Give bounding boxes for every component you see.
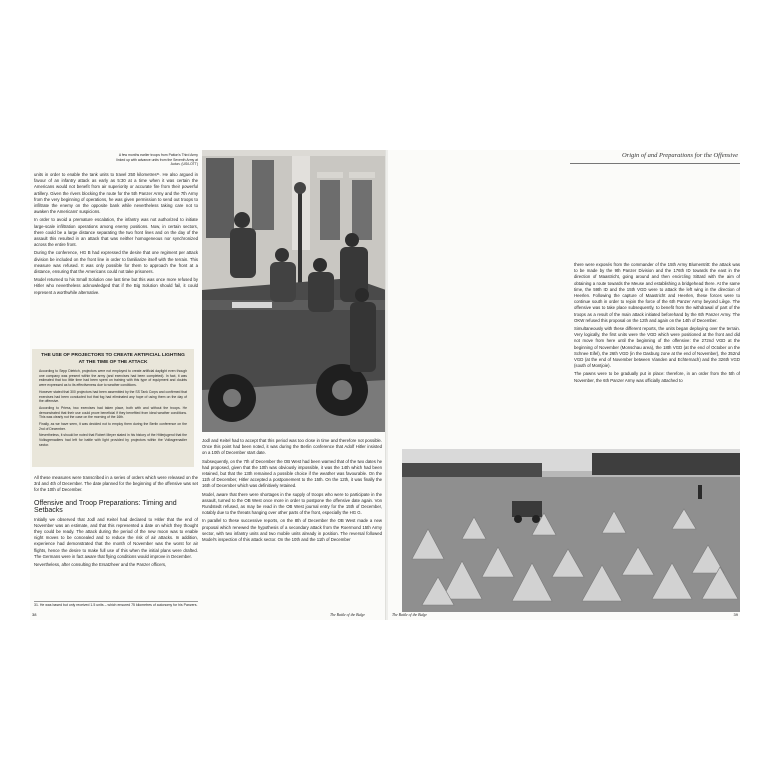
paragraph: Simultaneously with these different reports, the units began deploying over the terrain. Very logically, the first units were the VGD which were positioned at the front and did not move from here until the beginning of the offensive: the 272nd VGD at the beginning of November (Monschau area), the 18th VGD (at the end of October on the Schnee Eifel), the 26th VGD (in the Dasburg zone at the end of November), the 352nd VGD (at the end of November between Vianden and Echternach) and the 326th VGD (south of Montjoie). (574, 326, 740, 369)
sidebar-box (32, 349, 194, 467)
paragraph: Nevertheless, after consulting the Ersatzheer and the Panzer officers, (34, 562, 167, 568)
page-number-left: 38 (32, 612, 37, 617)
paragraph: Model returned to his Small Solution one last time but this was once more refused by Hitler who nevertheless acknowledged that if the Big Solution should fail, it could represent a worthwhile alternative. (34, 277, 198, 295)
paragraph: Subsequently, on the 7th of December the OB West had been warned that of the two dates he had proposed, given that the 10th was obviously impossible, it was the 14th which had been retained, but that the 13th remained a possible choice if the weather was favourable. On the 11th of December, Hitler accepted a postponement to the 15th. On the 12th, it was finally the 16th of December which was definitively retained. (202, 458, 382, 489)
left-column-lower (34, 475, 198, 570)
right-page (388, 150, 740, 620)
paragraph: All these measures were transcribed in a series of orders which were released on the 3rd and 4th of December. The date planned for the beginning of the offensive was set for the 10th of December. (34, 475, 198, 493)
box-paragraph: According to Priess, two exercises had taken place, both with and without the troops. He demonstrated that their use could prove beneficial if they benefited from ideal weather conditions. This was clearly not the case on the morning of the 16th. (39, 405, 187, 420)
footer-title-left: The Battle of the Bulge (330, 613, 366, 617)
center-column-text (202, 438, 382, 545)
paragraph: Jodl and Keitel had to accept that this period was too close in time and therefore not possible. Once this point had been noted, it was during the Berlin conference that Adolf Hitler insisted on a 10th of December start date. (202, 438, 382, 456)
running-head: Origin of and Preparations for the Offensive (621, 152, 738, 159)
paragraph: Model, aware that there were shortages in the supply of troops who were to participate in the assault, turned to the OB West once more in order to postpone the offensive date again. Von Rundstedt refused, as may be read in the OB West journal entry for the 15th of December, notably due to the threats hanging over other parts of the front, especially the HG G. (202, 491, 382, 516)
paragraph: there were exposés from the commander of the 15th Army Blumentritt: the attack was to be made by the 9th Panzer Division and the 176th ID towards the east in the direction of Maastricht, going around and then encircling Sittard with the aim of obtaining a route towards the Meuse and establishing a bridgehead there. At the same time, the 59th ID and the 15th VGD were to attack the left wing in the direction of Heerlen. Following the capture of Maastricht and Heerlen, these forces were to continue south in order to rejoin the force of the 6th Panzer Army beyond Liège. The offensive was to take place subsequently, to benefit from the withdrawal of part of the troops as a result of the main attack initiated beforehand by the 6th Panzer Army. The OKW refused this proposal on the 12th and again on the 14th of December. (574, 262, 740, 323)
running-head-rule (570, 163, 740, 164)
page-number-right: 39 (733, 612, 738, 617)
box-title: THE USE OF PROJECTORS TO CREATE ARTIFICIAL LIGHTING AT THE TIME OF THE ATTACK (41, 353, 185, 365)
photo-caption-left: A few months earlier troops from Patton's Third Army linked up with advance units from the Seventh Army at Autun. (US/LOTT) (116, 153, 198, 167)
box-paragraph: However stated that 300 projectors had been assembled by the SS Tank Corps and confirmed that exercises had been conducted but that fog had eliminated any hope of using them on the day of the offensive. (39, 389, 187, 404)
halftrack-photo (202, 150, 386, 432)
book-spread (0, 150, 768, 620)
paragraph: The pawns were to be gradually put in place: therefore, in an order from the 5th of November, the 6th Panzer Army was officially attached to (574, 371, 740, 383)
dragons-teeth-image (402, 449, 740, 612)
soldiers-on-halftrack-image (202, 150, 386, 432)
dragons-teeth-photo (402, 449, 740, 612)
paragraph: Initially we observed that Jodl and Keitel had declared to Hitler that the end of November was an estimate, and that this represented a date on which they thought they could be ready. The attack during the period of the new moon was to enable night moves to be concealed and to reduce the risk of air attacks. In addition, experience had demonstrated that the month of November was the worst for air flights, hence the desire to make full use of this when the initial plans were drafted. The Germans were in fact aware that flying conditions would improve in December. (34, 516, 198, 559)
paragraph: units in order to enable the tank units to travel 250 kilometres³¹. He also argued in favour of an infantry attack as early as 5:30 at a time when it was certain the Americans would not benefit from air superiority or accurate fire from their powerful artillery. Given the rivers blocking the route for the 5th Panzer Army and the 7th Army from the very beginning of operations, he was given permission to send out troops to infiltrate the enemy on the opposite bank while nevertheless taking care not to awaken the Americans' suspicions. (34, 172, 198, 215)
right-column-text (574, 262, 740, 386)
footer-title-right: The Battle of the Bulge (392, 613, 428, 617)
box-paragraph: Nevertheless, it should be noted that Robert Meyer stated in his history of the Hitlerjugend that the Volksgrenadiers had left for battle with light provided by projectors within the Volksgrenadier sector. (39, 433, 187, 447)
paragraph: During the conference, HG B had expressed the desire that one regiment per attack division be included on the front line in order to familiarize itself with the terrain. This measure was refused. It was only possible for them to approach the front at a distance, ensuring that the Americans could not take prisoners. (34, 250, 198, 275)
paragraph: In order to avoid a premature escalation, the infantry was not authorized to initiate large-scale infiltration operations among enemy positions. Now, in certain sectors, there could be a large distance separating the two front lines and on the day of the assault this resulted in an attack that was neither homogeneous nor synchronized across the entire front. (34, 217, 198, 248)
paragraph: In parallel to these successive reports, on the 8th of December the OB West made a new proposal which renewed the hypothesis of a secondary attack from the Roermond 15th Army sector, with two infantry units and two mobile units already in position. The reversal followed Model's inspection of this attack sector. On the 10th and the 11th of December (202, 518, 382, 543)
left-page (30, 150, 386, 620)
section-heading: Offensive and Troop Preparations: Timing and Setbacks (34, 499, 177, 514)
box-paragraph: According to Sepp Dietrich, projectors were not employed to create artificial daylight even though one company was present within the army (and exercises had been completed). In fact, it was estimated that too little time had been spent on training with this type of equipment and doubts were expressed as to its effectiveness due to weather conditions. (39, 369, 187, 388)
box-paragraph: Finally, as we have seen, it was decided not to employ them during the Berlin conference on the 2nd of December. (39, 422, 187, 431)
left-column-text (34, 172, 198, 298)
footnote: 31. He was based but only received 1.5 units – which ensured 75 kilometres of autonomy for his Panzers. (34, 603, 198, 607)
